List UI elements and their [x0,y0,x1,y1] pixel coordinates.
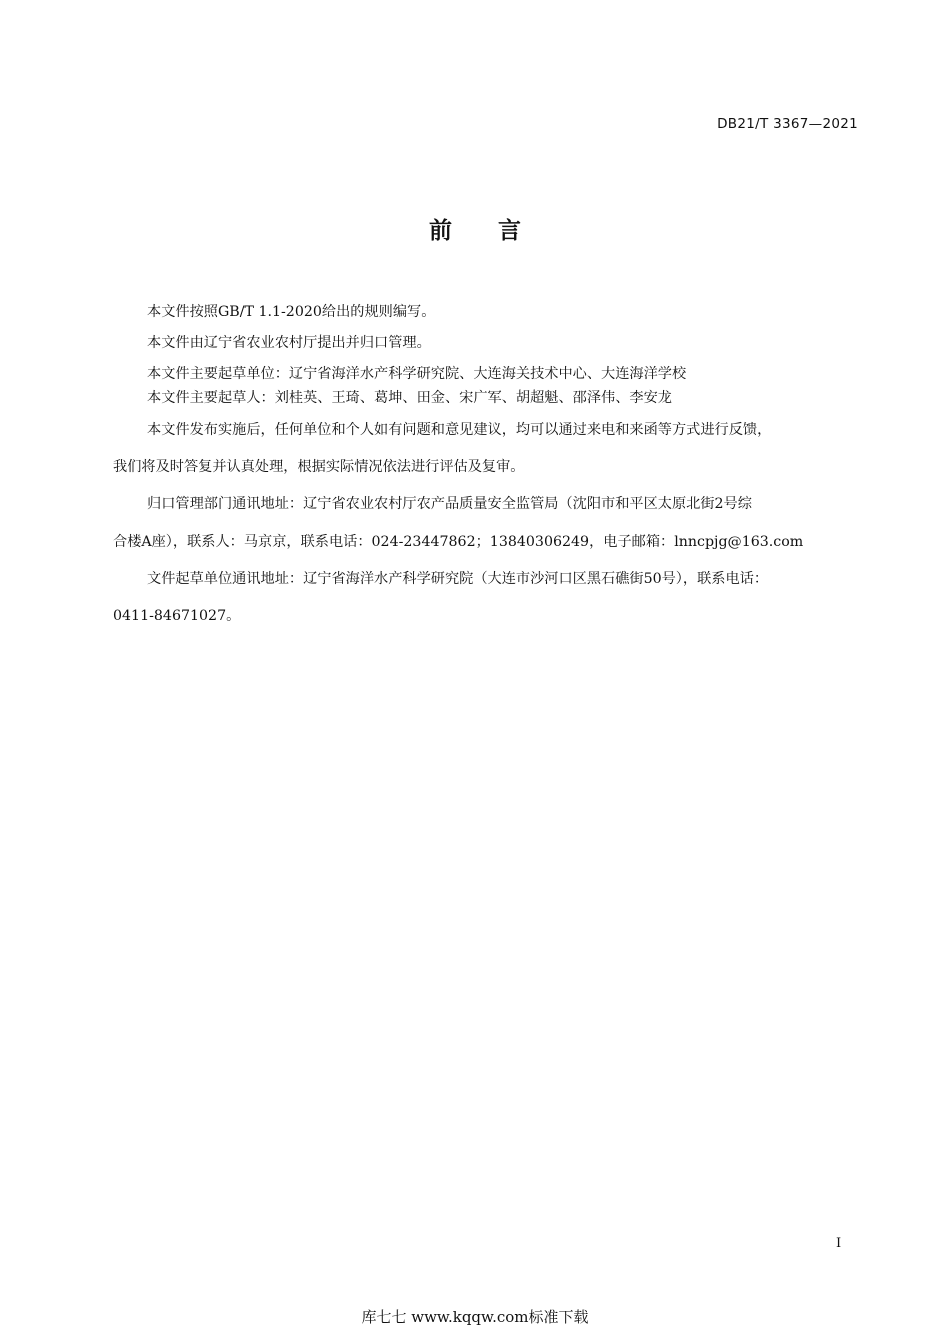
paragraph-drafters: 本文件主要起草人：刘桂英、王琦、葛坤、田金、宋广军、胡超魁、邵泽伟、李安龙 [147,390,672,406]
paragraph-drafter-address-line1: 文件起草单位通讯地址：辽宁省海洋水产科学研究院（大连市沙河口区黑石礁街50号），联系电话： [147,571,769,587]
paragraph-drafting-rules: 本文件按照GB/T 1.1-2020给出的规则编写。 [147,304,436,320]
paragraph-drafter-address-line2: 0411-84671027。 [113,608,241,624]
paragraph-admin-address-line1: 归口管理部门通讯地址：辽宁省农业农村厅农产品质量安全监管局（沈阳市和平区太原北街2号综 [147,496,752,512]
paragraph-feedback-line1: 本文件发布实施后，任何单位和个人如有问题和意见建议，均可以通过来电和来函等方式进行反馈， [147,422,772,438]
paragraph-admin-address-line2: 合楼A座），联系人：马京京，联系电话：024-23447862；13840306249，电子邮箱：lnncpjg@163.com [113,534,804,550]
paragraph-drafting-units: 本文件主要起草单位：辽宁省海洋水产科学研究院、大连海关技术中心、大连海洋学校 [147,366,687,382]
document-code: DB21/T 3367—2021 [717,116,858,132]
page-title: 前言 [429,218,567,244]
footer-watermark: 库七七 www.kqqw.com标准下载 [361,1308,589,1326]
paragraph-feedback-line2: 我们将及时答复并认真处理，根据实际情况依法进行评估及复审。 [113,459,525,475]
paragraph-proposer: 本文件由辽宁省农业农村厅提出并归口管理。 [147,335,431,351]
page-number: I [836,1236,842,1251]
